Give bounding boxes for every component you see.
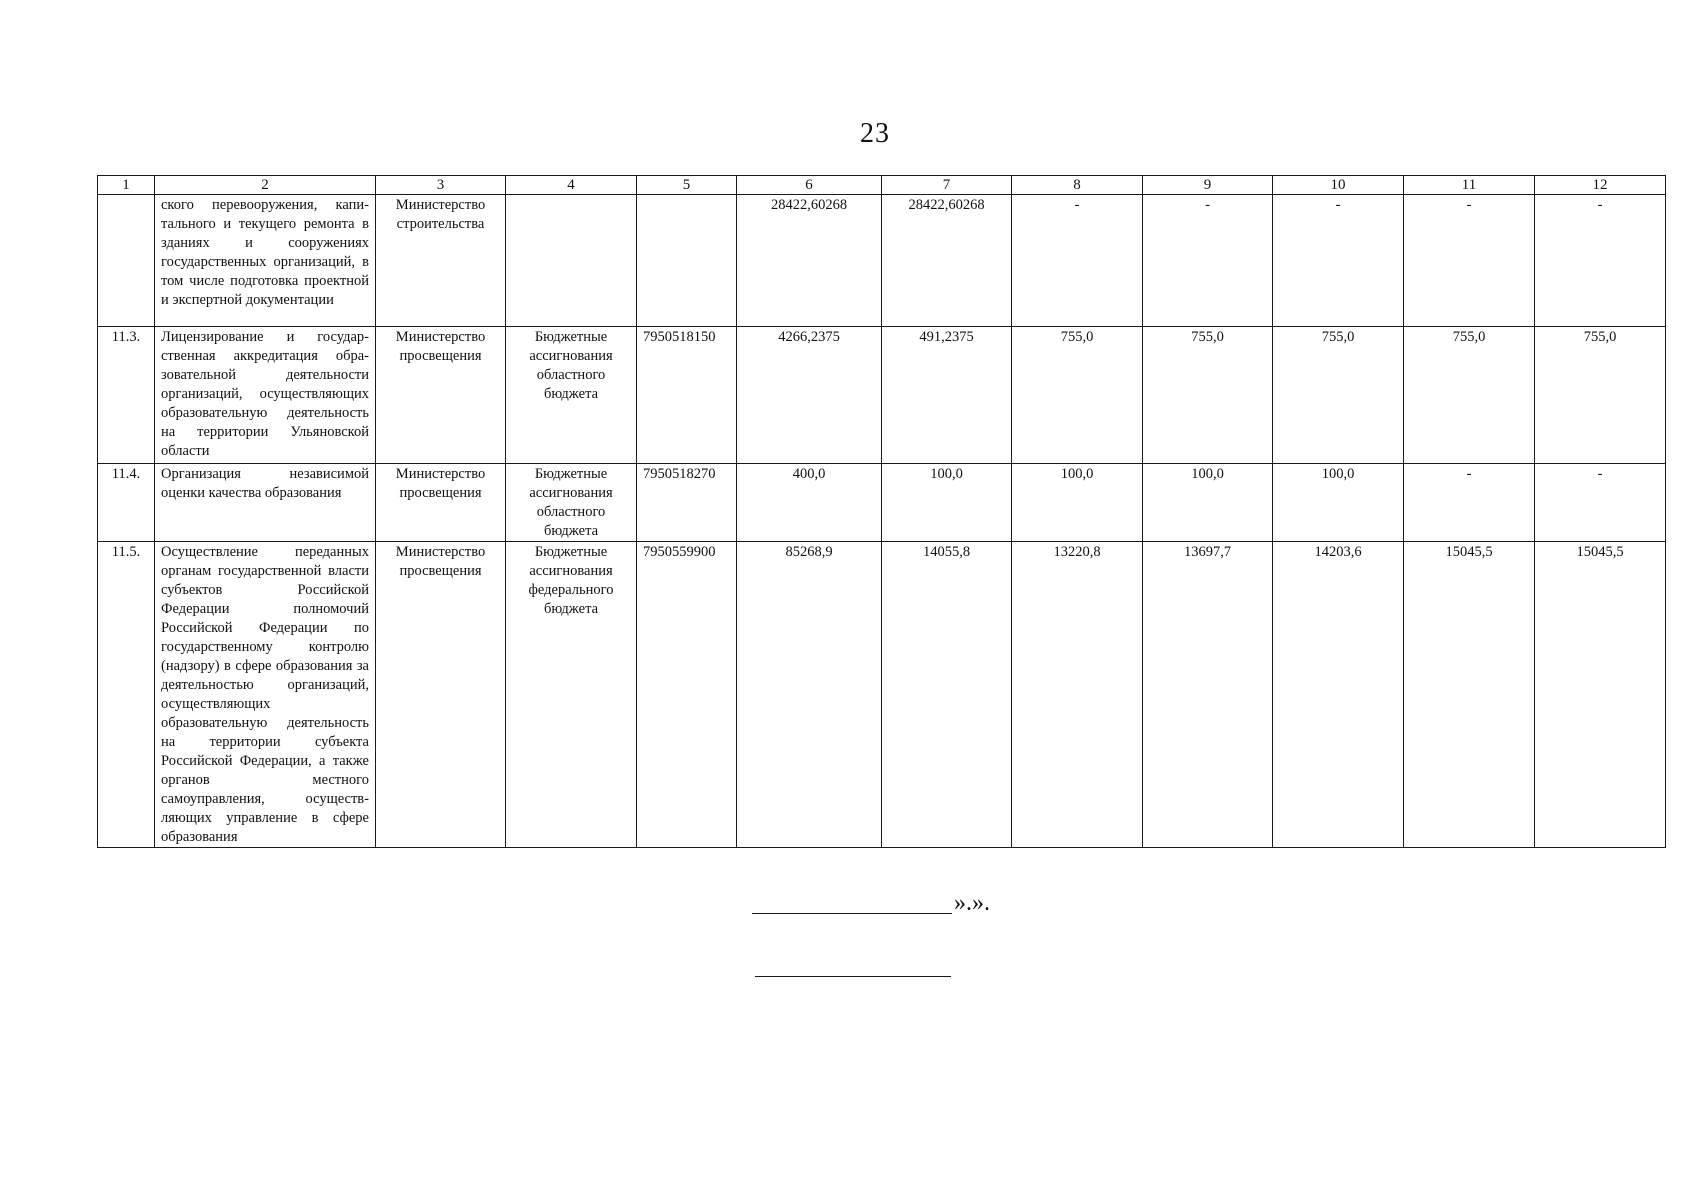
value-year: 14203,6 (1273, 542, 1404, 848)
measure-description: Осуществление переданных органам государственной власти субъектов Российской Федерации полномочий Российской Федерации по государственному контролю (надзору) в сфере образования за деятельностью организаций, осуществляющих образовательную деятельность на территории субъекта Российской Федерации, а также органов местного самоуправления, осуществляющих управление в сфере образования (155, 542, 376, 848)
column-number: 7 (882, 176, 1012, 195)
value-year: 15045,5 (1404, 542, 1535, 848)
value-total: 4266,2375 (737, 327, 882, 464)
value-total: 400,0 (737, 464, 882, 542)
executor: Министерство просвещения (376, 464, 506, 542)
column-number: 12 (1535, 176, 1666, 195)
table-row (98, 327, 1666, 464)
value-total: 85268,9 (737, 542, 882, 848)
column-number: 9 (1143, 176, 1273, 195)
row-number: 11.3. (98, 327, 155, 464)
value-year: 13220,8 (1012, 542, 1143, 848)
table-row (98, 195, 1666, 327)
closing-mark (752, 890, 1012, 920)
value-year: - (1535, 195, 1666, 327)
executor: Министерство просвещения (376, 542, 506, 848)
funding-source: Бюджетные ассигнования федерального бюджета (506, 542, 637, 848)
value-year: 755,0 (1535, 327, 1666, 464)
value-total: 28422,60268 (737, 195, 882, 327)
row-number: 11.5. (98, 542, 155, 848)
closing-underline (752, 913, 952, 914)
value-year: - (1273, 195, 1404, 327)
column-number: 11 (1404, 176, 1535, 195)
value-year: 100,0 (1012, 464, 1143, 542)
budget-code: 7950518270 (637, 464, 737, 542)
column-number: 4 (506, 176, 637, 195)
value-year: 13697,7 (1143, 542, 1273, 848)
column-number: 8 (1012, 176, 1143, 195)
document-end-line (755, 976, 951, 977)
value-year: 15045,5 (1535, 542, 1666, 848)
budget-table (97, 175, 1666, 848)
value-year: 755,0 (1273, 327, 1404, 464)
value-year: 100,0 (1273, 464, 1404, 542)
value-year: 755,0 (1143, 327, 1273, 464)
budget-code (637, 195, 737, 327)
value-year: 755,0 (1404, 327, 1535, 464)
funding-source: Бюджетные ассигнования областного бюджета (506, 327, 637, 464)
row-number: 11.4. (98, 464, 155, 542)
table-row (98, 464, 1666, 542)
column-number: 1 (98, 176, 155, 195)
column-number: 10 (1273, 176, 1404, 195)
row-number (98, 195, 155, 327)
value-year: - (1404, 195, 1535, 327)
value-year: 28422,60268 (882, 195, 1012, 327)
measure-description: Организация независимой оценки качества образования (155, 464, 376, 542)
value-year: 100,0 (1143, 464, 1273, 542)
value-year: - (1143, 195, 1273, 327)
budget-code: 7950518150 (637, 327, 737, 464)
executor: Министерство строительства (376, 195, 506, 327)
funding-source (506, 195, 637, 327)
column-number: 5 (637, 176, 737, 195)
value-year: - (1012, 195, 1143, 327)
funding-source: Бюджетные ассигнования областного бюджета (506, 464, 637, 542)
measure-description: ского перевооружения, капитального и текущего ремонта в зданиях и сооружениях государственных организаций, в том числе подготовка проектной и экспертной документации (155, 195, 376, 327)
column-number: 6 (737, 176, 882, 195)
value-year: 14055,8 (882, 542, 1012, 848)
measure-description: Лицензирование и государственная аккредитация образовательной деятельности организаций, осуществляющих образовательную деятельность на территории Ульяновской области (155, 327, 376, 464)
column-number: 3 (376, 176, 506, 195)
budget-code: 7950559900 (637, 542, 737, 848)
value-year: - (1535, 464, 1666, 542)
column-number-row (98, 176, 1666, 195)
table-row (98, 542, 1666, 848)
value-year: 491,2375 (882, 327, 1012, 464)
column-number: 2 (155, 176, 376, 195)
closing-quote: ».». (954, 890, 990, 916)
page-number: 23 (860, 118, 890, 149)
executor: Министерство просвещения (376, 327, 506, 464)
value-year: - (1404, 464, 1535, 542)
value-year: 755,0 (1012, 327, 1143, 464)
value-year: 100,0 (882, 464, 1012, 542)
